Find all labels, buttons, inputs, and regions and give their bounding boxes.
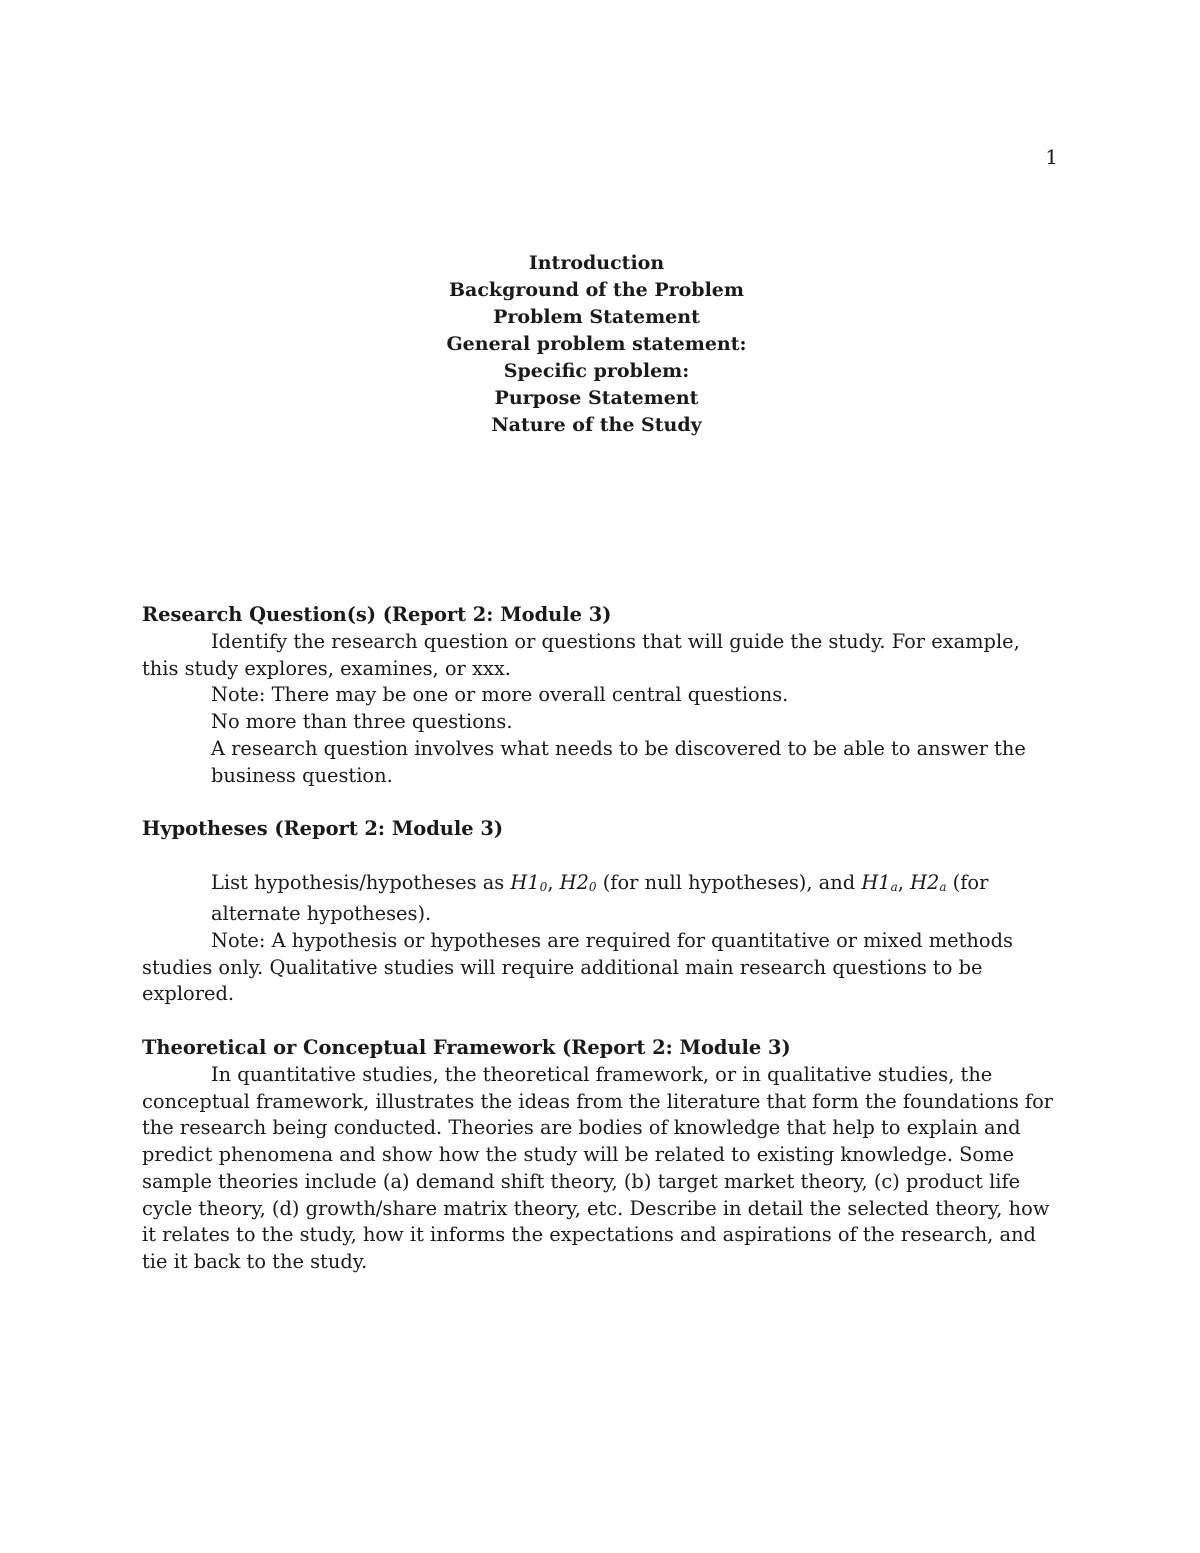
title-problem-statement: Problem Statement (493, 306, 700, 328)
research-questions-notes (142, 682, 1062, 789)
hypotheses-null-text: (for null hypotheses), and (596, 870, 862, 894)
framework-heading: Theoretical or Conceptual Framework (Report 2: Module 3) (142, 1035, 791, 1059)
framework-paragraph: In quantitative studies, the theoretical framework, or in qualitative studies, the conceptual framework, illustrates the ideas from the literature that form the foundations for the research being conducted. Theories are bodies of knowledge that help to explain and predict phenomena and show how the study will be related to existing knowledge. Some sample theories include (a) demand shift theory, (b) target market theory, (c) product life cycle theory, (d) growth/share matrix theory, etc. Describe in detail the selected theory, how it relates to the study, how it informs the expectations and aspirations of the research, and tie it back to the study. (142, 1062, 1054, 1274)
hypothesis-h2-alt: $H2_a$ (910, 870, 947, 895)
hypotheses-heading: Hypotheses (Report 2: Module 3) (142, 817, 504, 841)
title-specific-problem: Specific problem: (503, 360, 690, 382)
page-number: 1 (1045, 145, 1058, 169)
research-questions-definition: A research question involves what needs to be discovered to be able to answer the business question. (211, 736, 1026, 787)
hypotheses-list: List hypothesis/hypotheses as $H1_0$, $H2_0$ (for null hypotheses), and $H1_a$, $H2_a$ (for alternate hypotheses). (211, 870, 989, 925)
hypothesis-h1-null: $H1_0$ (510, 870, 548, 895)
hypothesis-h1-alt: $H1_a$ (861, 870, 898, 895)
research-questions-limit: No more than three questions. (211, 710, 513, 734)
document-body (142, 602, 1062, 1276)
research-questions-heading: Research Question(s) (Report 2: Module 3) (142, 603, 612, 626)
title-purpose-statement: Purpose Statement (494, 387, 699, 409)
title-background: Background of the Problem (448, 279, 745, 301)
hypotheses-alt-text: (for alternate hypotheses). (211, 870, 989, 925)
hypotheses-note: Note: A hypothesis or hypotheses are required for quantitative or mixed methods studies only. Qualitative studies will require additional main research questions to be explored. (142, 928, 1013, 1006)
research-questions-note: Note: There may be one or more overall central questions. (211, 683, 789, 707)
title-introduction: Introduction (528, 252, 665, 274)
title-block (0, 250, 1193, 439)
hypothesis-h2-null: $H2_0$ (559, 870, 597, 895)
research-questions-paragraph: Identify the research question or questions that will guide the study. For example, this study explores, examines, or xxx. (142, 629, 1020, 680)
hypotheses-list-prefix: List hypothesis/hypotheses as (211, 870, 511, 894)
title-nature-of-study: Nature of the Study (491, 414, 702, 436)
title-general-problem: General problem statement: (446, 333, 747, 355)
